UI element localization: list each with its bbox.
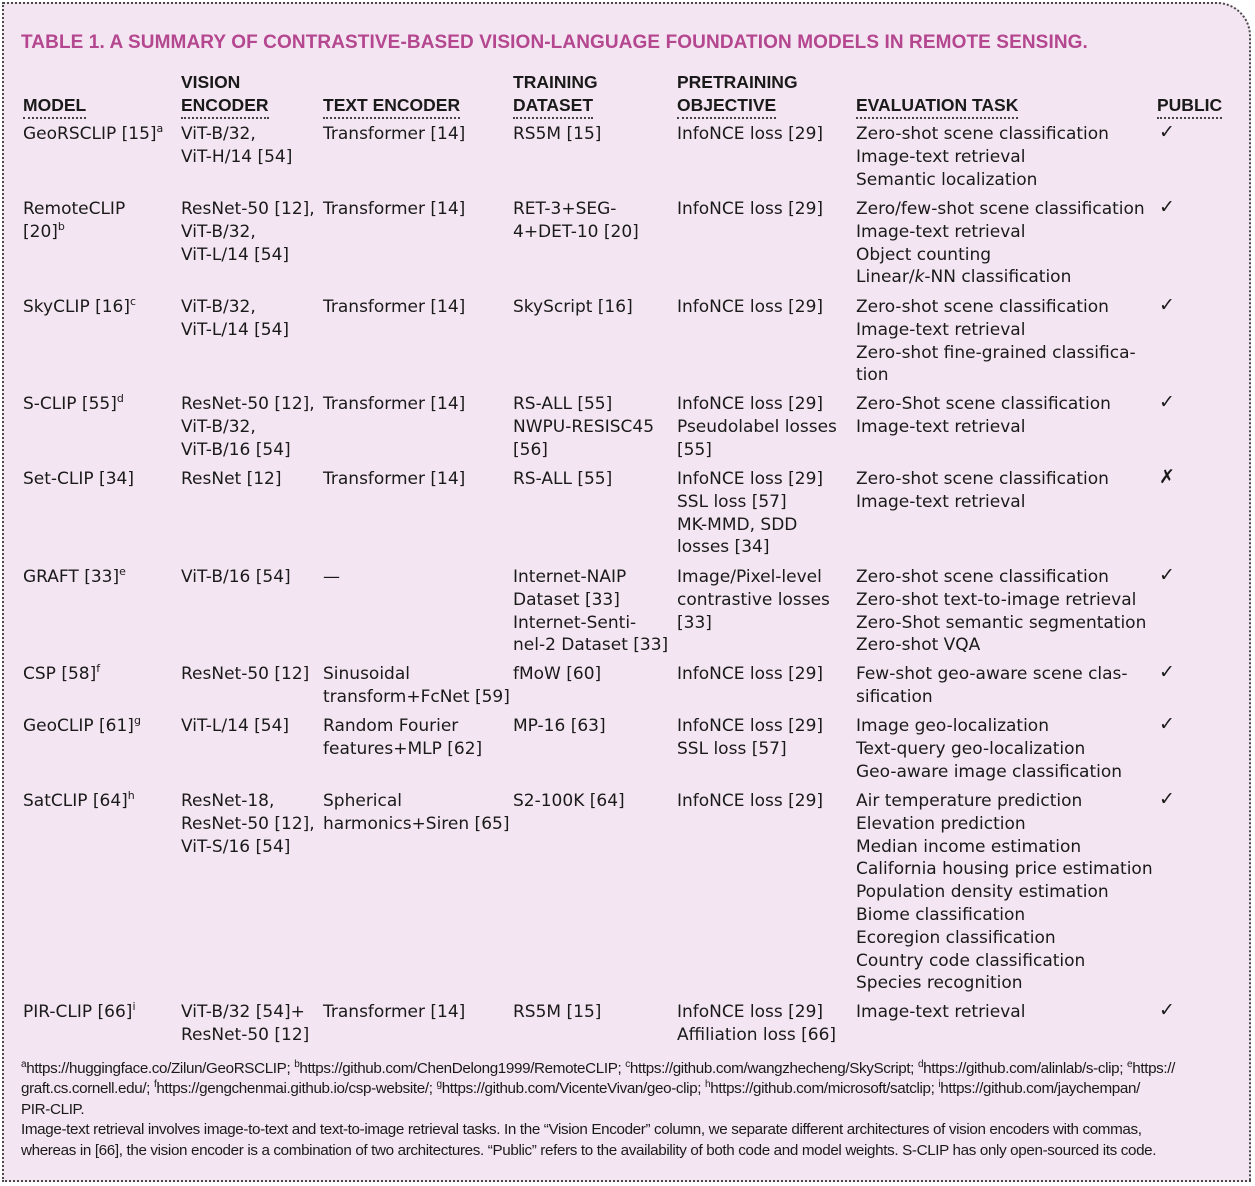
vision-encoder-line: ResNet [12] [181, 469, 282, 489]
model-name-cell [23, 296, 136, 319]
text-encoder-line: Random Fourier [323, 716, 459, 736]
header-objective-line-1: PRETRAINING [677, 72, 798, 92]
vision-encoder-line: ViT-B/32, [181, 221, 256, 242]
evaluation-task-cell [856, 1001, 1025, 1024]
model-name: GeoRSCLIP $[15]^a$ [23, 122, 164, 144]
table-title: TABLE 1. A SUMMARY OF CONTRASTIVE-BASED VISION-LANGUAGE FOUNDATION MODELS IN REMOTE SENSING. [21, 32, 1088, 53]
evaluation-task-line: Semantic localization [856, 169, 1038, 190]
public-status: ✓ [1159, 788, 1175, 810]
footnote-link[interactable]: https://github.com/VicenteVivan/geo-clip; [441, 1080, 706, 1098]
footnote-marker: a [21, 1059, 27, 1070]
model-name-cell [23, 1001, 136, 1024]
footnote-marker: g [436, 1079, 442, 1091]
public-status: ✓ [1159, 713, 1175, 735]
text-encoder-line: Spherical [323, 791, 403, 811]
footnote-marker: h [127, 789, 135, 802]
evaluation-task-cell [856, 790, 1153, 995]
pretraining-objective-line: InfoNCE loss [29] [677, 469, 824, 489]
vision-encoder-cell [181, 1001, 309, 1047]
footnote-marker: e [1127, 1059, 1133, 1070]
header-text-line-2: TEXT ENCODER [323, 94, 460, 119]
footnotes [21, 1059, 1239, 1161]
evaluation-task-line: Image-text retrieval [856, 1002, 1026, 1022]
evaluation-task-line: sification [856, 686, 933, 707]
model-name-cont: $[20]^b$ [23, 219, 65, 242]
header-objective-line-2: OBJECTIVE [677, 94, 776, 119]
header-public-line-2: PUBLIC [1157, 94, 1222, 119]
model-name: CSP $[58]^f$ [23, 662, 101, 684]
evaluation-task-line: Zero/few-shot scene classification [856, 199, 1145, 219]
training-dataset-line: fMoW [60] [513, 664, 602, 684]
header-vision [181, 73, 269, 119]
public-status: ✓ [1159, 196, 1175, 218]
training-dataset-line: Dataset [33] [513, 589, 620, 610]
evaluation-task-line: Zero-shot scene classification [856, 567, 1109, 587]
evaluation-task-line: Zero-shot scene classification [856, 469, 1109, 489]
header-model [23, 73, 86, 119]
vision-encoder-line: ViT-H/14 [54] [181, 146, 293, 167]
header-objective [677, 73, 798, 119]
header-task [856, 73, 1018, 119]
footnote-marker: b [294, 1059, 300, 1070]
text-encoder-cell [323, 123, 465, 146]
model-name: S-CLIP $[55]^d$ [23, 392, 124, 414]
pretraining-objective-cell [677, 123, 823, 146]
vision-encoder-line: ViT-S/16 [54] [181, 836, 291, 857]
public-status: ✗ [1159, 466, 1175, 488]
evaluation-task-cell [856, 663, 1128, 709]
header-vision-line-2: ENCODER [181, 94, 269, 119]
pretraining-objective-line: InfoNCE loss [29] [677, 791, 824, 811]
header-dataset-line-1: TRAINING [513, 72, 598, 92]
training-dataset-line: RS-ALL [55] [513, 394, 613, 414]
pretraining-objective-line: MK-MMD, SDD [677, 514, 798, 535]
training-dataset-line: 4+DET-10 [20] [513, 221, 639, 242]
footnote-marker: b [57, 219, 65, 233]
vision-encoder-line: ResNet-50 [12], [181, 813, 315, 834]
vision-encoder-line: ViT-L/14 [54] [181, 244, 290, 265]
header-text [323, 73, 460, 119]
model-name-cell [23, 468, 134, 491]
training-dataset-cell [513, 663, 601, 686]
training-dataset-line: RS5M [15] [513, 1002, 602, 1022]
public-status: ✓ [1159, 294, 1175, 316]
footnote-marker: i [132, 1000, 136, 1013]
footnote-marker: f [153, 1079, 157, 1091]
evaluation-task-line: Biome classification [856, 904, 1026, 925]
evaluation-task-line: Population density estimation [856, 882, 1109, 903]
evaluation-task-cell [856, 123, 1109, 191]
pretraining-objective-line: losses [34] [677, 537, 770, 558]
footnote-marker: i [938, 1079, 941, 1091]
evaluation-task-line: Image-text retrieval [856, 221, 1026, 242]
pretraining-objective-cell [677, 566, 830, 634]
footnote-link[interactable]: https://huggingface.co/Zilun/GeoRSCLIP; [26, 1060, 295, 1077]
footnote-marker: d [116, 392, 124, 405]
pretraining-objective-cell [677, 663, 823, 686]
evaluation-task-line: Zero-shot fine-grained classifica- [856, 342, 1136, 363]
text-encoder-line: Transformer [14] [323, 469, 466, 489]
model-name: GRAFT $[33]^e$ [23, 565, 126, 587]
training-dataset-cell [513, 790, 625, 813]
pretraining-objective-line: Image/Pixel-level [677, 567, 822, 587]
model-name-cell [23, 566, 126, 589]
pretraining-objective-line: InfoNCE loss [29] [677, 199, 824, 219]
footnote-link[interactable]: https://gengchenmai.github.io/csp-website/; [156, 1080, 437, 1098]
evaluation-task-cell [856, 198, 1145, 289]
header-dataset [513, 73, 598, 119]
header-model-line-2: MODEL [23, 94, 86, 119]
text-encoder-line: Transformer [14] [323, 297, 466, 317]
training-dataset-cell [513, 1001, 601, 1024]
pretraining-objective-line: InfoNCE loss [29] [677, 664, 824, 684]
training-dataset-line: NWPU-RESISC45 [513, 416, 655, 437]
pretraining-objective-line: InfoNCE loss [29] [677, 716, 824, 736]
header-public [1157, 73, 1222, 119]
text-encoder-cell [323, 468, 465, 491]
header-task-line-2: EVALUATION TASK [856, 94, 1018, 119]
vision-encoder-line: ViT-B/32, [181, 416, 256, 437]
training-dataset-line: Internet-NAIP [513, 567, 627, 587]
vision-encoder-cell [181, 123, 292, 169]
footnote-marker: g [133, 714, 141, 727]
pretraining-objective-line: Pseudolabel losses [677, 416, 837, 437]
vision-encoder-cell [181, 296, 289, 342]
footnote-links-line-3 [21, 1100, 1239, 1120]
footnote-link[interactable]: PIR-CLIP. [21, 1100, 85, 1118]
text-encoder-cell [323, 663, 510, 709]
evaluation-task-cell [856, 715, 1122, 783]
model-name-cell [23, 790, 135, 813]
footnote-link[interactable]: https://github.com/jaychempan/ [940, 1080, 1140, 1098]
pretraining-objective-line: SSL loss [57] [677, 491, 787, 512]
vision-encoder-line: ResNet-50 [12], [181, 199, 315, 219]
text-encoder-cell [323, 1001, 465, 1024]
vision-encoder-line: ViT-B/16 [54] [181, 567, 291, 587]
vision-encoder-line: ViT-B/32 [54]+ [181, 1002, 305, 1022]
footnote-marker: d [917, 1059, 924, 1070]
training-dataset-line: S2-100K [64] [513, 791, 625, 811]
model-name: Set-CLIP [34] [23, 469, 134, 489]
text-encoder-cell [323, 296, 465, 319]
evaluation-task-line: Linear/k-NN classification [856, 267, 1072, 288]
pretraining-objective-line: [55] [677, 439, 712, 460]
training-dataset-line: nel-2 Dataset [33] [513, 635, 669, 656]
vision-encoder-cell [181, 715, 289, 738]
model-name: SkyCLIP $[16]^c$ [23, 295, 137, 317]
evaluation-task-line: Country code classification [856, 950, 1086, 971]
text-encoder-line: harmonics+Siren [65] [323, 813, 510, 834]
footnote-link[interactable]: graft.cs.cornell.edu/; [21, 1080, 154, 1098]
model-name-cell [23, 663, 100, 686]
vision-encoder-line: ResNet-50 [12] [181, 664, 310, 684]
footnote-marker: a [156, 122, 164, 135]
model-name: PIR-CLIP $[66]^i$ [23, 1000, 136, 1022]
pretraining-objective-line: InfoNCE loss [29] [677, 1002, 824, 1022]
vision-encoder-line: ViT-B/32, [181, 297, 256, 317]
evaluation-task-line: Ecoregion classification [856, 927, 1056, 948]
model-name-cell [23, 123, 163, 146]
evaluation-task-line: tion [856, 365, 889, 386]
pretraining-objective-cell [677, 715, 823, 761]
evaluation-task-cell [856, 566, 1146, 657]
evaluation-task-line: Image geo-localization [856, 716, 1049, 736]
footnote-link[interactable]: https://github.com/microsoft/satclip; [710, 1080, 939, 1098]
evaluation-task-line: California housing price estimation [856, 859, 1153, 880]
vision-encoder-cell [181, 393, 315, 461]
text-encoder-cell [323, 393, 465, 416]
model-name: GeoCLIP $[61]^g$ [23, 714, 141, 736]
evaluation-task-line: Zero-shot VQA [856, 635, 981, 656]
text-encoder-cell [323, 790, 509, 836]
evaluation-task-line: Elevation prediction [856, 813, 1026, 834]
footnote-link[interactable]: https://github.com/ChenDelong1999/RemoteCLIP; [299, 1060, 626, 1077]
training-dataset-cell [513, 296, 633, 319]
evaluation-task-line: Image-text retrieval [856, 319, 1026, 340]
training-dataset-cell [513, 715, 606, 738]
evaluation-task-line: Image-text retrieval [856, 146, 1026, 167]
vision-encoder-cell [181, 198, 315, 266]
evaluation-task-line: Zero-shot scene classification [856, 124, 1109, 144]
text-encoder-line: features+MLP [62] [323, 738, 483, 759]
text-encoder-cell [323, 198, 465, 221]
footnote-links-line-1 [21, 1059, 1239, 1079]
evaluation-task-line: Image-text retrieval [856, 491, 1026, 512]
model-name-cell [23, 198, 125, 244]
model-name-cell [23, 393, 124, 416]
vision-encoder-line: ViT-B/16 [54] [181, 439, 291, 460]
text-encoder-line: Sinusoidal [323, 664, 410, 684]
model-name-cell [23, 715, 141, 738]
text-encoder-line: Transformer [14] [323, 394, 466, 414]
evaluation-task-line: Median income estimation [856, 836, 1082, 857]
evaluation-task-line: Zero-shot scene classification [856, 297, 1109, 317]
vision-encoder-line: ViT-B/32, [181, 124, 256, 144]
pretraining-objective-line: Affiliation loss [66] [677, 1024, 837, 1045]
training-dataset-cell [513, 566, 668, 657]
pretraining-objective-line: InfoNCE loss [29] [677, 394, 824, 414]
evaluation-task-cell [856, 468, 1109, 514]
text-encoder-cell [323, 715, 482, 761]
training-dataset-line: SkyScript [16] [513, 297, 633, 317]
evaluation-task-line: Image-text retrieval [856, 416, 1026, 437]
public-status: ✓ [1159, 661, 1175, 683]
footnote-marker: c [130, 295, 137, 308]
evaluation-task-line: Zero-shot text-to-image retrieval [856, 589, 1137, 610]
vision-encoder-cell [181, 468, 282, 491]
training-dataset-line: MP-16 [63] [513, 716, 606, 736]
text-encoder-line: — [323, 567, 340, 587]
evaluation-task-line: Geo-aware image classification [856, 761, 1123, 782]
training-dataset-line: [56] [513, 439, 548, 460]
pretraining-objective-cell [677, 198, 823, 221]
training-dataset-cell [513, 468, 612, 491]
vision-encoder-cell [181, 790, 315, 858]
training-dataset-line: Internet-Senti- [513, 612, 637, 633]
pretraining-objective-cell [677, 1001, 836, 1047]
pretraining-objective-line: InfoNCE loss [29] [677, 297, 824, 317]
public-status: ✓ [1159, 564, 1175, 586]
pretraining-objective-cell [677, 790, 823, 813]
pretraining-objective-line: SSL loss [57] [677, 738, 787, 759]
text-encoder-line: Transformer [14] [323, 199, 466, 219]
public-status: ✓ [1159, 121, 1175, 143]
evaluation-task-line: Text-query geo-localization [856, 738, 1086, 759]
footnote-marker: e [119, 565, 126, 578]
pretraining-objective-line: contrastive losses [677, 589, 830, 610]
evaluation-task-line: Few-shot geo-aware scene clas- [856, 664, 1128, 684]
training-dataset-line: RS5M [15] [513, 124, 602, 144]
vision-encoder-line: ViT-L/14 [54] [181, 319, 290, 340]
model-name: SatCLIP $[64]^h$ [23, 789, 135, 811]
pretraining-objective-line: [33] [677, 612, 712, 633]
text-encoder-cell [323, 566, 340, 589]
footnote-marker: f [96, 662, 101, 675]
training-dataset-cell [513, 393, 654, 461]
training-dataset-cell [513, 198, 639, 244]
footnote-note-line-1: Image-text retrieval involves image-to-text and text-to-image retrieval tasks. In the “Vision Encoder” column, we separate different architectures of vision encoders with commas, [21, 1121, 1142, 1139]
training-dataset-line: RET-3+SEG- [513, 199, 617, 219]
evaluation-task-line: Air temperature prediction [856, 791, 1083, 811]
vision-encoder-line: ViT-L/14 [54] [181, 716, 290, 736]
pretraining-objective-cell [677, 468, 823, 559]
evaluation-task-cell [856, 393, 1111, 439]
model-name: RemoteCLIP [23, 199, 126, 219]
footnote-marker: c [625, 1059, 630, 1070]
evaluation-task-line: Species recognition [856, 973, 1023, 994]
training-dataset-line: RS-ALL [55] [513, 469, 613, 489]
public-status: ✓ [1159, 999, 1175, 1021]
pretraining-objective-cell [677, 393, 837, 461]
pretraining-objective-cell [677, 296, 823, 319]
footnote-link[interactable]: https://github.com/alinlab/s-clip; [923, 1060, 1128, 1077]
footnote-link[interactable]: https://github.com/wangzhecheng/SkyScript; [629, 1060, 918, 1077]
footnote-note-line-2: whereas in [66], the vision encoder is a combination of two architectures. “Public” refers to the availability of both code and model weights. S-CLIP has only open-sourced its code. [21, 1141, 1157, 1159]
text-encoder-line: transform+FcNet [59] [323, 686, 510, 707]
footnote-link[interactable]: https:// [1132, 1060, 1176, 1077]
footnote-links-line-2 [21, 1079, 1239, 1099]
vision-encoder-line: ResNet-50 [12] [181, 1024, 310, 1045]
evaluation-task-cell [856, 296, 1136, 387]
training-dataset-cell [513, 123, 601, 146]
text-encoder-line: Transformer [14] [323, 1002, 466, 1022]
header-vision-line-1: VISION [181, 72, 241, 92]
header-dataset-line-2: DATASET [513, 94, 593, 119]
evaluation-task-line: Zero-Shot semantic segmentation [856, 612, 1147, 633]
text-encoder-line: Transformer [14] [323, 124, 466, 144]
vision-encoder-cell [181, 663, 309, 686]
vision-encoder-cell [181, 566, 291, 589]
public-status: ✓ [1159, 391, 1175, 413]
vision-encoder-line: ResNet-18, [181, 791, 275, 811]
footnote-marker: h [705, 1079, 711, 1091]
evaluation-task-line: Zero-Shot scene classification [856, 394, 1111, 414]
pretraining-objective-line: InfoNCE loss [29] [677, 124, 824, 144]
vision-encoder-line: ResNet-50 [12], [181, 394, 315, 414]
evaluation-task-line: Object counting [856, 244, 992, 265]
